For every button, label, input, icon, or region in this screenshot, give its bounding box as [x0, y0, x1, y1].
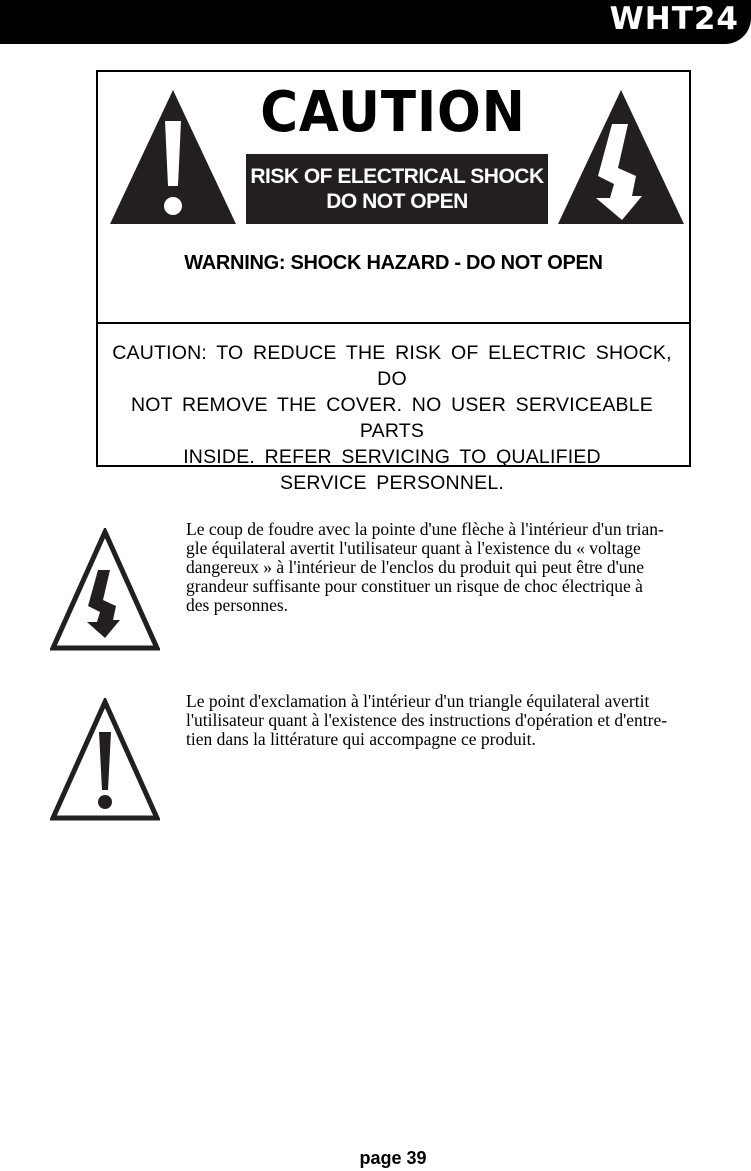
warning-line: WARNING: SHOCK HAZARD - DO NOT OPEN: [184, 252, 603, 274]
paragraph-line: dangereux » à l'intérieur de l'enclos du produit qui peut être d'une: [186, 557, 644, 577]
exclamation-triangle-icon: [108, 86, 238, 226]
instruction-line: INSIDE. REFER SERVICING TO QUALIFIED: [183, 446, 601, 468]
instruction-line: SERVICE PERSONNEL.: [280, 472, 504, 494]
exclamation-triangle-icon: [50, 698, 160, 822]
exclamation-symbol-description: [186, 692, 746, 749]
paragraph-line: des personnes.: [186, 595, 289, 615]
risk-line-2: DO NOT OPEN: [326, 190, 468, 213]
header-bar: [0, 0, 751, 44]
bolt-symbol-description: [186, 520, 746, 615]
paragraph-line: gle équilateral avertit l'utilisateur quant à l'existence du « voltage: [186, 538, 641, 558]
risk-box: [246, 154, 548, 224]
lightning-bolt-triangle-icon: [556, 86, 686, 226]
paragraph-line: grandeur suffisante pour constituer un risque de choc électrique à: [186, 576, 643, 596]
caution-instructions: [112, 340, 672, 496]
caution-heading: CAUTION: [260, 80, 526, 145]
label-divider: [98, 322, 689, 324]
caution-label: [96, 70, 691, 494]
risk-line-1: RISK OF ELECTRICAL SHOCK: [250, 165, 544, 188]
paragraph-line: Le point d'exclamation à l'intérieur d'un triangle équilateral avertit: [186, 691, 650, 711]
paragraph-line: tien dans la littérature qui accompagne ce produit.: [186, 729, 536, 749]
instruction-line: NOT REMOVE THE COVER. NO USER SERVICEABLE PARTS: [131, 394, 653, 442]
paragraph-line: l'utilisateur quant à l'existence des instructions d'opération et d'entre-: [186, 710, 668, 730]
instruction-line: CAUTION: TO REDUCE THE RISK OF ELECTRIC SHOCK, DO: [112, 342, 672, 390]
lightning-bolt-triangle-icon: [50, 528, 160, 652]
paragraph-line: Le coup de foudre avec la pointe d'une flèche à l'intérieur d'un trian-: [186, 519, 664, 539]
model-code: WHT24: [609, 1, 739, 37]
page-number: page 39: [359, 1148, 427, 1168]
